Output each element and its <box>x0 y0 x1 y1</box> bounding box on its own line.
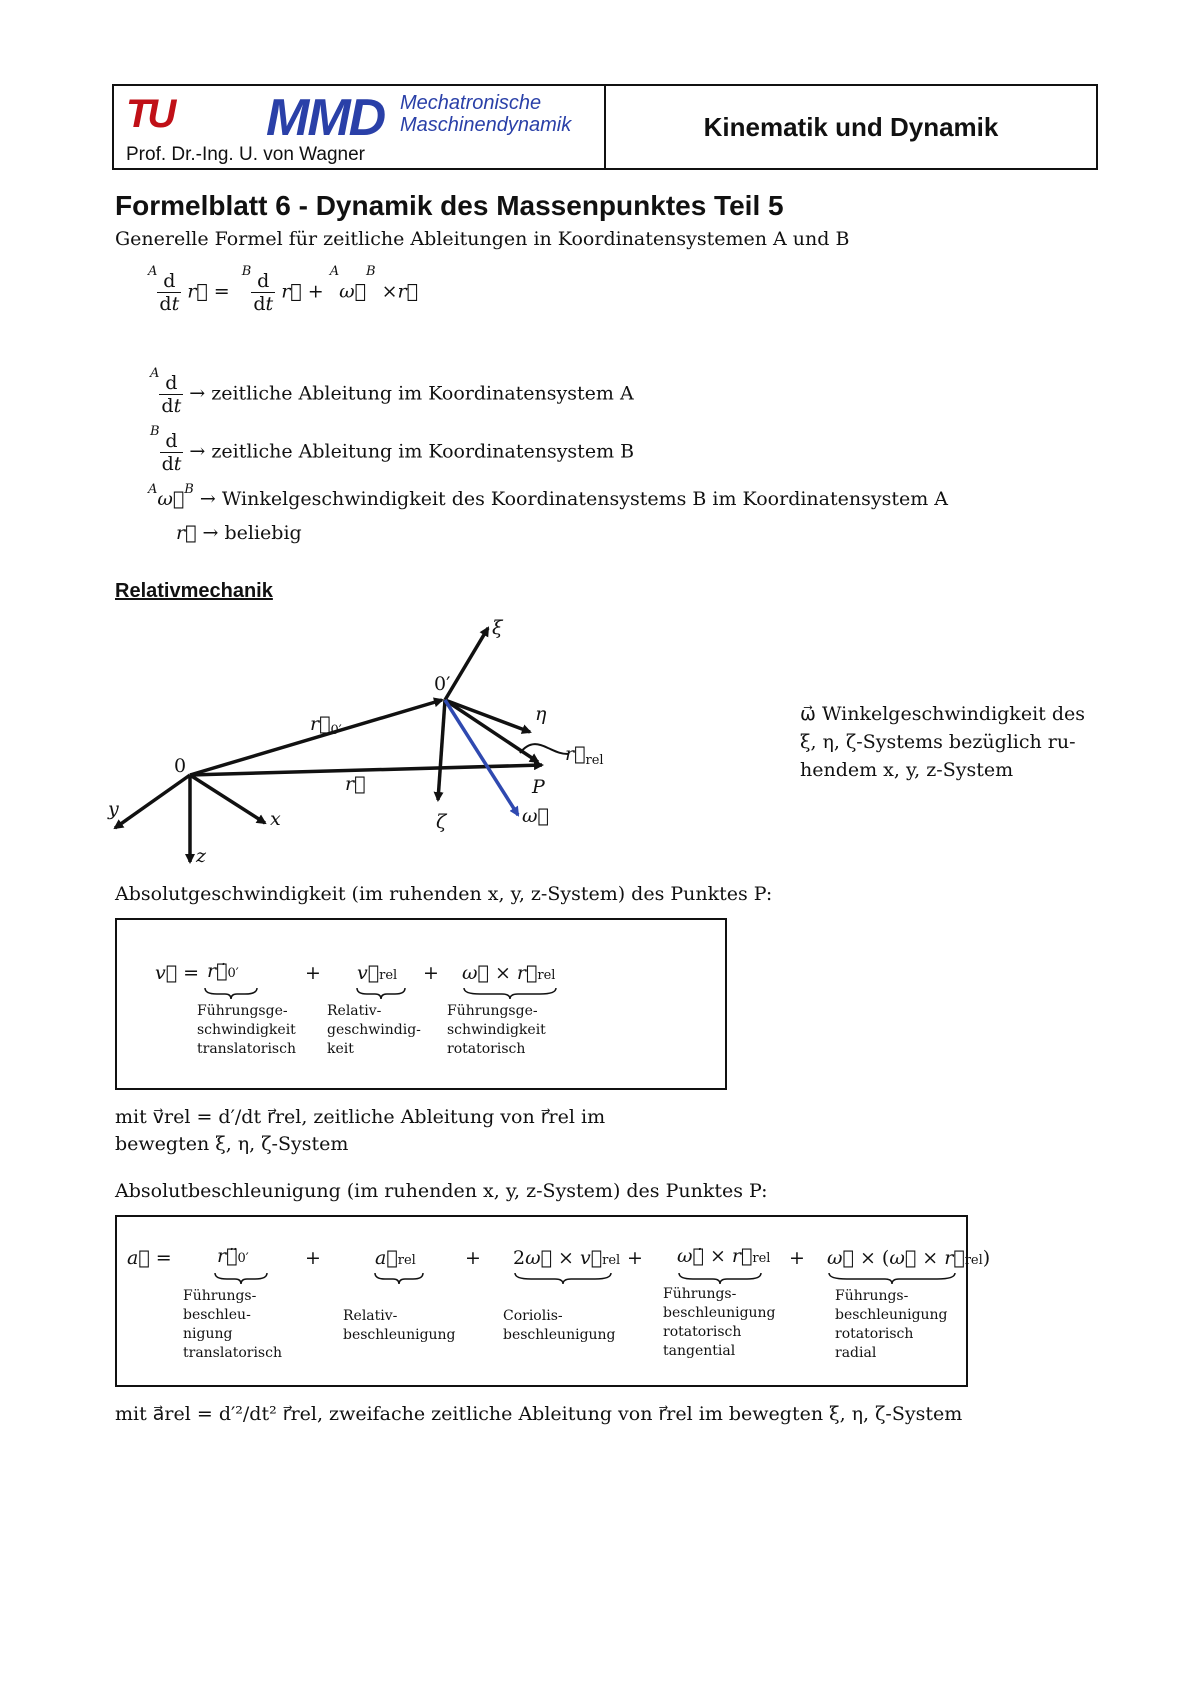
brace-3 <box>462 986 558 1000</box>
general-formula: $^A$ $\frac{d}{dt}$ r⃗ = $^B$ $\frac{d}{dt}$ r⃗ + $^A$ω⃗$^B$ ×r⃗ <box>148 264 418 315</box>
logo-subtitle-2: Maschinendynamik <box>400 114 572 136</box>
mmd-logo: MMD <box>266 89 385 147</box>
page-title: Formelblatt 6 - Dynamik des Massenpunktes Teil 5 <box>115 190 784 221</box>
label-xi: ξ <box>492 617 503 639</box>
acceleration-box <box>115 1215 991 1387</box>
velocity-lhs: v⃗ = <box>155 962 200 984</box>
label-P: P <box>532 776 545 798</box>
def-omega-text: → Winkelgeschwindigkeit des Koordinatensystems B im Koordinatensystem A <box>199 488 949 510</box>
caption-v-3: Führungsge- schwindigkeit rotatorisch <box>447 1003 546 1057</box>
professor-name: Prof. Dr.-Ing. U. von Wagner <box>126 144 365 165</box>
label-0: 0 <box>174 755 187 777</box>
caption-a-4: Führungs- beschleunigung rotatorisch tangential <box>663 1286 776 1359</box>
header-box <box>112 84 1098 170</box>
term-arel: a⃗rel <box>375 1247 416 1269</box>
brace-a1 <box>213 1271 269 1285</box>
axis-xi <box>445 628 488 700</box>
brace-1 <box>203 986 259 1000</box>
omega-note-line-1: ω⃗ Winkelgeschwindigkeit des <box>800 703 1085 725</box>
plus-1: + <box>305 962 321 984</box>
label-z: z <box>196 845 207 867</box>
term-r0ddot: r⃗̈0′ <box>217 1245 249 1267</box>
def-r: r⃗ → beliebig <box>176 522 302 544</box>
vector-omega <box>445 700 518 815</box>
label-rrel: $r⃗_{rel}$ <box>565 743 604 768</box>
def-dA-text: → zeitliche Ableitung im Koordinatensystem A <box>189 382 634 405</box>
omega-note-line-2: ξ, η, ζ-Systems bezüglich ru- <box>800 731 1076 753</box>
caption-a-3: Coriolis- beschleunigung <box>503 1308 616 1343</box>
intro-text: Generelle Formel für zeitliche Ableitungen in Koordinatensystemen A und B <box>115 228 850 250</box>
caption-a-2: Relativ- beschleunigung <box>343 1308 456 1343</box>
term-omega-x-rrel: ω⃗ × r⃗rel <box>462 962 556 984</box>
brace-2 <box>355 986 407 1000</box>
caption-a-1: Führungs- beschleu- nigung translatorisch <box>183 1288 282 1361</box>
caption-v-1: Führungsge- schwindigkeit translatorisch <box>197 1003 296 1057</box>
brace-a3 <box>513 1271 613 1285</box>
plus-a1: + <box>305 1247 321 1269</box>
course-title: Kinematik und Dynamik <box>703 111 999 142</box>
label-0prime: 0′ <box>434 673 451 695</box>
def-r-text: → beliebig <box>202 522 302 544</box>
brace-a2 <box>373 1271 425 1285</box>
relative-mechanics-diagram <box>100 610 620 880</box>
term-r0dot: r⃗̇0′ <box>207 960 239 982</box>
axis-y <box>115 775 190 828</box>
brace-a5 <box>827 1271 957 1285</box>
plus-a2: + <box>465 1247 481 1269</box>
axis-zeta <box>438 700 445 800</box>
logo-subtitle-1: Mechatronische <box>400 92 542 114</box>
term-omegadot: ω⃗̇ × r⃗rel <box>677 1245 771 1267</box>
section-relativmechanik: Relativmechanik <box>115 580 273 602</box>
def-dB-text: → zeitliche Ableitung im Koordinatensystem B <box>189 440 635 463</box>
omega-note-line-3: hendem x, y, z-System <box>800 759 1014 781</box>
accel-lhs: a⃗ = <box>127 1247 172 1269</box>
label-x: x <box>270 808 281 830</box>
label-eta: η <box>535 703 547 725</box>
plus-a4: + <box>789 1247 805 1269</box>
vector-r0 <box>190 700 442 775</box>
velocity-note-1: mit v⃗rel = d′/dt r⃗rel, zeitliche Ableitung von r⃗rel im <box>115 1106 606 1128</box>
def-dA: $^A$ $\frac{d}{dt}$ → zeitliche Ableitung im Koordinatensystem A <box>150 366 634 417</box>
omega-note <box>800 700 1085 784</box>
label-zeta: ζ <box>436 811 447 833</box>
def-omega: $^A$ω⃗$^B$ → Winkelgeschwindigkeit des Koordinatensystems B im Koordinatensystem A <box>148 482 949 510</box>
brace-a4 <box>677 1271 763 1285</box>
rrel-pointer <box>520 744 568 754</box>
label-r0: $r⃗_{0'}$ <box>310 713 342 738</box>
caption-v-2: Relativ- geschwindig- keit <box>327 1003 421 1057</box>
label-r: r⃗ <box>345 773 366 795</box>
term-coriolis: 2ω⃗ × v⃗rel <box>513 1247 621 1269</box>
acceleration-note: mit a⃗rel = d′²/dt² r⃗rel, zweifache zeitliche Ableitung von r⃗rel im bewegten ξ, η, ζ-System <box>115 1403 963 1425</box>
tu-logo: TU <box>126 92 174 136</box>
plus-2: + <box>423 962 439 984</box>
axis-x <box>190 775 265 823</box>
velocity-heading: Absolutgeschwindigkeit (im ruhenden x, y, z-System) des Punktes P: <box>115 883 773 905</box>
label-omega: ω⃗ <box>522 805 549 827</box>
def-dB: $^B$ $\frac{d}{dt}$ → zeitliche Ableitung im Koordinatensystem B <box>150 424 635 475</box>
velocity-box <box>115 918 727 1090</box>
term-vrel: v⃗rel <box>357 962 398 984</box>
velocity-note-2: bewegten ξ, η, ζ-System <box>115 1133 349 1155</box>
plus-a3: + <box>627 1247 643 1269</box>
term-radial: ω⃗ × (ω⃗ × r⃗rel) <box>827 1247 991 1269</box>
caption-a-5: Führungs- beschleunigung rotatorisch radial <box>835 1288 948 1361</box>
acceleration-heading: Absolutbeschleunigung (im ruhenden x, y, z-System) des Punktes P: <box>115 1180 768 1202</box>
label-y: y <box>108 798 119 820</box>
